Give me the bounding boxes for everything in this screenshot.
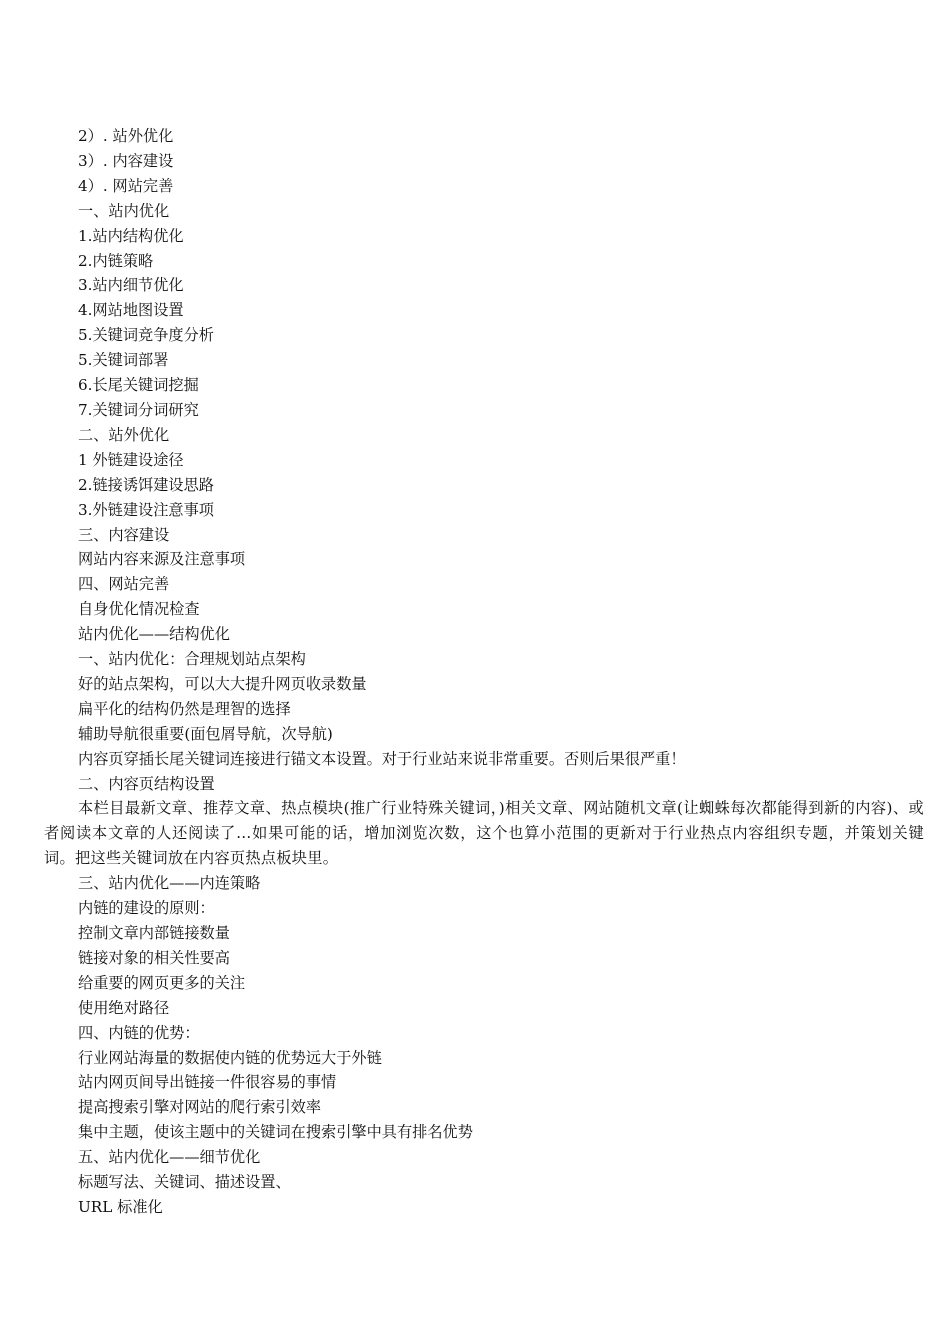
document-body (44, 124, 924, 1220)
text-line: 好的站点架构，可以大大提升网页收录数量 (78, 674, 367, 693)
text-line: 4.网站地图设置 (78, 301, 184, 320)
text-line: 3.外链建设注意事项 (78, 500, 214, 519)
text-line: 4）. 网站完善 (78, 176, 174, 195)
text-line: 1 外链建设途径 (78, 450, 184, 469)
text-line: 2）. 站外优化 (78, 127, 174, 145)
text-line: 2.内链策略 (78, 251, 154, 270)
text-line: 自身优化情况检查 (78, 600, 200, 619)
text-line: 链接对象的相关性要高 (78, 948, 230, 967)
text-line: 1.站内结构优化 (78, 226, 184, 245)
text-line: 一、站内优化 (78, 201, 170, 220)
text-line: 使用绝对路径 (78, 998, 170, 1017)
text-line: 三、内容建设 (78, 525, 170, 544)
text-line: 5.关键词竞争度分析 (78, 326, 214, 345)
text-line: 三、站内优化——内连策略 (78, 874, 261, 893)
text-line: 网站内容来源及注意事项 (78, 550, 246, 569)
text-line: 一、站内优化：合理规划站点架构 (78, 650, 306, 669)
text-line: 内容页穿插长尾关键词连接进行锚文本设置。对于行业站来说非常重要。否则后果很严重！ (78, 749, 686, 768)
text-line: 扁平化的结构仍然是理智的选择 (78, 699, 291, 718)
text-line: 二、站外优化 (78, 425, 170, 444)
text-line: 辅助导航很重要(面包屑导航，次导航) (78, 724, 333, 743)
text-line: 给重要的网页更多的关注 (78, 973, 246, 992)
text-line: 标题写法、关键词、描述设置、 (78, 1173, 291, 1192)
outline-list (44, 124, 924, 796)
text-line: 7.关键词分词研究 (78, 400, 199, 419)
text-line: 四、网站完善 (78, 575, 170, 594)
text-line: 集中主题，使该主题中的关键词在搜索引擎中具有排名优势 (78, 1123, 473, 1142)
text-line: 5.关键词部署 (78, 351, 169, 370)
text-line: 行业网站海量的数据使内链的优势远大于外链 (78, 1048, 382, 1067)
text-line: URL 标准化 (78, 1197, 163, 1216)
text-line: 2.链接诱饵建设思路 (78, 475, 214, 494)
text-line: 控制文章内部链接数量 (78, 924, 230, 942)
text-line: 五、站内优化——细节优化 (78, 1148, 261, 1167)
text-line: 二、内容页结构设置 (78, 774, 215, 793)
text-line: 3）. 内容建设 (78, 151, 174, 170)
text-line: 四、内链的优势： (78, 1023, 200, 1042)
text-line: 6.长尾关键词挖掘 (78, 376, 199, 395)
text-line: 站内优化——结构优化 (78, 625, 230, 644)
content-structure-paragraph: 本栏目最新文章、推荐文章、热点模块(推广行业特殊关键词，)相关文章、网站随机文章(让蜘蛛每次都能得到新的内容)、或者阅读本文章的人还阅读了…如果可能的话，增加浏览次数，这个也算小范围的更新对于行业热点内容组织专题，并策划关键词。把这些关键词放在内容页热点板块里。 (44, 799, 924, 868)
text-line: 3.站内细节优化 (78, 276, 184, 295)
text-line: 提高搜索引擎对网站的爬行索引效率 (78, 1098, 321, 1117)
text-line: 内链的建设的原则： (78, 899, 215, 918)
inner-link-section (44, 871, 924, 1220)
text-line: 站内网页间导出链接一件很容易的事情 (78, 1073, 337, 1092)
